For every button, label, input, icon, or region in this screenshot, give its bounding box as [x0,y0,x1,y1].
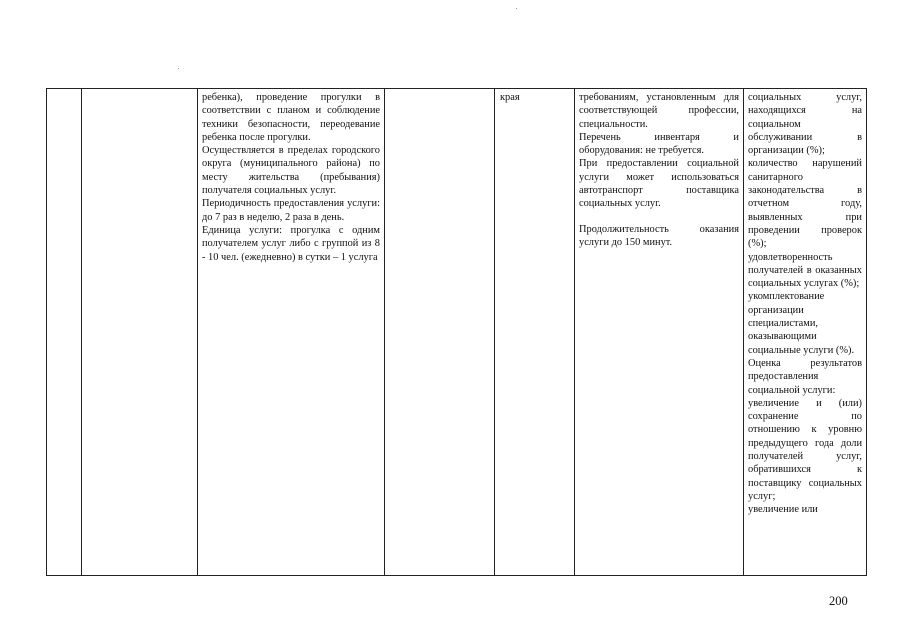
cell-conditions [575,89,744,576]
conditions-paragraph: Продолжительность оказания услуги до 150 минут. [579,223,739,248]
page-number: 200 [829,594,848,608]
indicator-paragraph: удовлетворенность получателей в оказанных социальных услугах (%); [748,251,862,290]
indicator-paragraph: Оценка результатов предоставления социальной услуги: [748,357,862,396]
cell-standard [385,89,495,576]
cell-region [495,89,575,576]
table-row [47,89,867,576]
indicator-paragraph: увеличение или [748,504,818,516]
conditions-paragraph: требованиям, установленным для соответствующей профессии, специальности. [579,92,739,130]
conditions-paragraph: Перечень инвентаря и оборудования: не требуется. [579,131,739,157]
cell-service-name [82,89,198,576]
description-paragraph: Единица услуги: прогулка с одним получателем услуг либо с группой из 8 - 10 чел. (ежедневно) в сутки – 1 услуга [202,224,380,263]
services-table [46,88,867,576]
cell-quality-indicators [744,89,867,576]
scan-speck [178,68,179,69]
region-text: края [500,92,520,103]
description-paragraph: Осуществляется в пределах городского округа (муниципального района) по месту жительства (пребывания) получателя социальных услуг. [202,145,380,197]
paragraph-gap [579,211,739,223]
indicator-paragraph: социальных услуг, находящихся на социальном обслуживании в организации (%); [748,92,862,157]
indicator-paragraph: укомплектование организации специалистами, оказывающими социальные услуги (%). [748,291,855,356]
indicator-paragraph: увеличение и (или) сохранение по отношению к уровню предыдущего года доли получателей услуг, обратившихся к поставщику социальных услуг; [748,397,862,502]
conditions-paragraph: При предоставлении социальной услуги может использоваться автотранспорт поставщика социальных услуг. [579,158,739,210]
indicator-paragraph: количество нарушений санитарного законодательства в отчетном году, выявленных при проведении проверок (%); [748,158,862,250]
description-paragraph: Периодичность предоставления услуги: до 7 раз в неделю, 2 раза в день. [202,198,380,223]
scan-speck [516,8,517,9]
cell-number [47,89,82,576]
cell-service-description [198,89,385,576]
description-paragraph: ребенка), проведение прогулки в соответствии с планом и соблюдение техники безопасности, переодевание ребенка после прогулки. [202,92,380,143]
